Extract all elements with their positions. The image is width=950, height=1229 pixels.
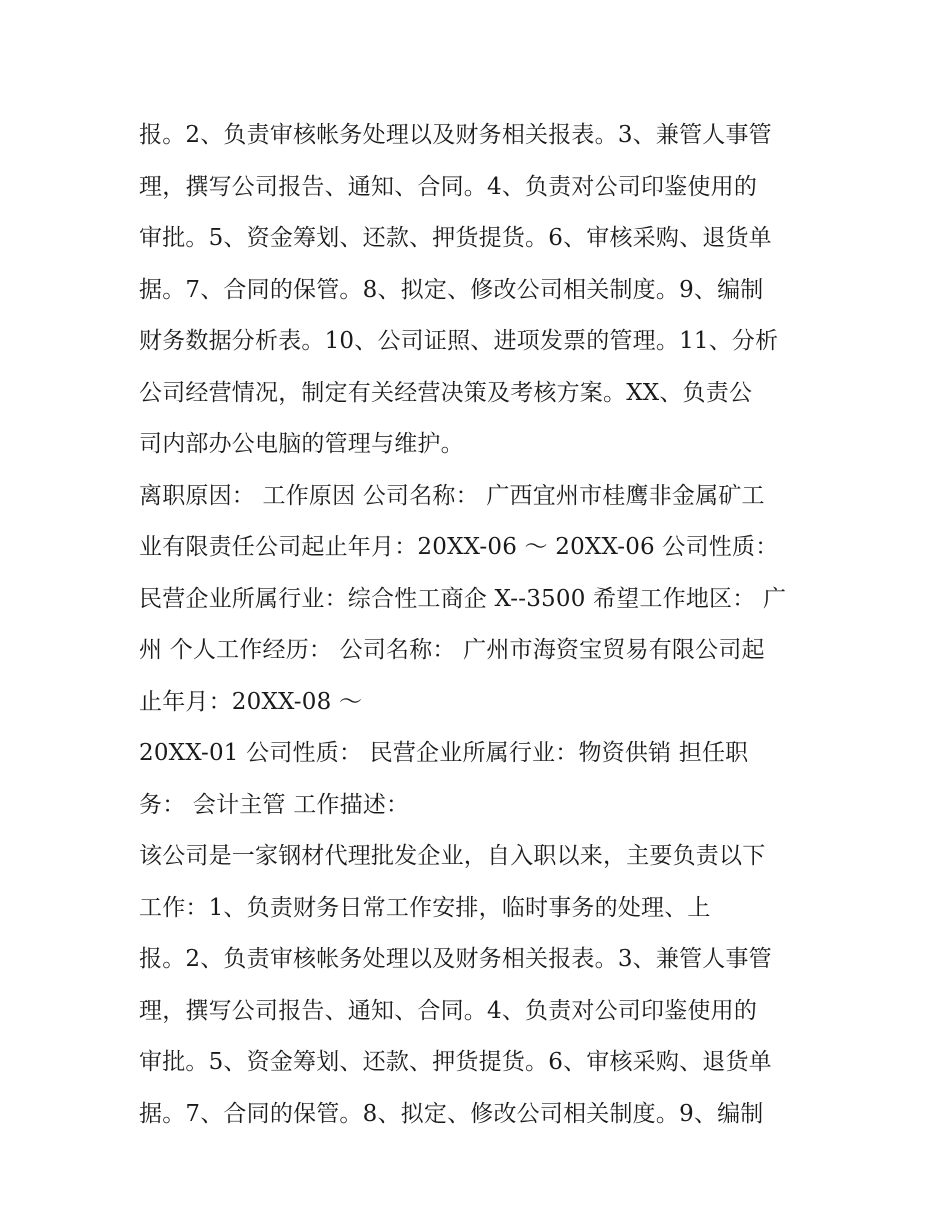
text-line: 理，撰写公司报告、通知、合同。4、负责对公司印鉴使用的 bbox=[139, 997, 758, 1024]
text-line: 业有限责任公司起止年月：20XX-06 ～ 20XX-06 公司性质： bbox=[139, 534, 779, 560]
text-line: 州 个人工作经历： 公司名称： 广州市海资宝贸易有限公司起 bbox=[139, 637, 765, 663]
text-line: 公司经营情况，制定有关经营决策及考核方案。XX、负责公 bbox=[139, 379, 753, 406]
text-line: 司内部办公电脑的管理与维护。 bbox=[139, 431, 464, 457]
text-line: 理，撰写公司报告、通知、合同。4、负责对公司印鉴使用的 bbox=[139, 173, 758, 200]
text-line: 审批。5、资金筹划、还款、押货提货。6、审核采购、退货单 bbox=[139, 1049, 772, 1075]
text-line: 财务数据分析表。10、公司证照、进项发票的管理。11、分析 bbox=[139, 328, 779, 354]
text-line: 止年月：20XX-08 ～ bbox=[139, 688, 363, 715]
document-body bbox=[139, 110, 819, 1140]
text-line: 务： 会计主管 工作描述： bbox=[139, 791, 410, 818]
text-line: 据。7、合同的保管。8、拟定、修改公司相关制度。9、编制 bbox=[139, 276, 764, 303]
text-line: 民营企业所属行业：综合性工商企 X--3500 希望工作地区： 广 bbox=[139, 585, 787, 612]
text-line: 报。2、负责审核帐务处理以及财务相关报表。3、兼管人事管 bbox=[139, 122, 772, 148]
text-line: 工作：1、负责财务日常工作安排，临时事务的处理、上 bbox=[139, 894, 711, 921]
text-line: 20XX-01 公司性质： 民营企业所属行业：物资供销 担任职 bbox=[139, 740, 749, 766]
text-line: 该公司是一家钢材代理批发企业，自入职以来，主要负责以下 bbox=[139, 843, 766, 869]
text-line: 据。7、合同的保管。8、拟定、修改公司相关制度。9、编制 bbox=[139, 1100, 764, 1127]
text-line: 离职原因： 工作原因 公司名称： 广西宜州市桂鹰非金属矿工 bbox=[139, 482, 765, 509]
text-line: 报。2、负责审核帐务处理以及财务相关报表。3、兼管人事管 bbox=[139, 946, 772, 972]
text-line: 审批。5、资金筹划、还款、押货提货。6、审核采购、退货单 bbox=[139, 225, 772, 251]
